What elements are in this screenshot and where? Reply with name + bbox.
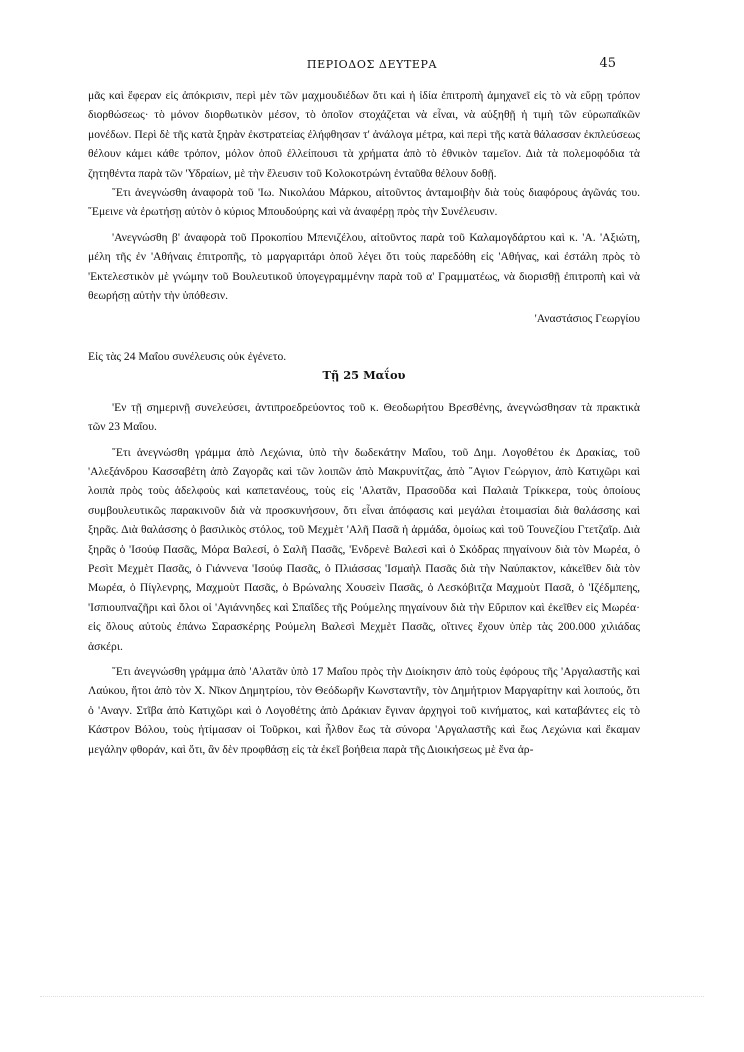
page-number: 45 <box>599 56 616 71</box>
running-title: ΠΕΡΙΟΔΟΣ ΔΕΥΤΕΡΑ <box>306 58 438 71</box>
paragraph-markou-petition: ῞Ετι ἀνεγνώσθη ἀναφορὰ τοῦ 'Ιω. Νικολάου Μάρκου, αἰτοῦντος ἀνταμοιβὴν διὰ τοὺς διαφόρους ἀγῶνάς του. ῞Εμεινε νὰ ἐρωτήσῃ αὐτὸν ὁ κύριος Μπουδούρης καὶ νὰ ἀναφέρῃ πρὸς τὴν Συνέλευσιν. <box>88 186 640 219</box>
session-date-heading: Τῇ 25 Μαΐου <box>322 368 406 383</box>
no-session-note: Εἰς τὰς 24 Μαΐου συνέλευσις οὐκ ἐγένετο. <box>88 349 287 363</box>
secretary-signature: 'Αναστάσιος Γεωργίου <box>534 312 640 326</box>
paragraph-session-opening: 'Εν τῇ σημερινῇ συνελεύσει, ἀντιπροεδρεύοντος τοῦ κ. Θεοδωρήτου Βρεσθένης, ἀνεγνώσθησαν τὰ πρακτικὰ τῶν 23 Μαΐου. <box>88 400 640 434</box>
scan-artifact-line <box>40 996 704 998</box>
paragraph-benizelou-petition: 'Ανεγνώσθη β' ἀναφορὰ τοῦ Προκοπίου Μπενιζέλου, αἰτοῦντος παρὰ τοῦ Καλαμογδάρτου καὶ κ. 'Α. 'Αξιώτη, μέλη τῆς ἐν 'Αθήναις ἐπιτροπῆς, τὸ μαργαριτάρι ὁποῦ λέγει ὅτι τοὺς παρεδόθη εἰς 'Αθήνας, καὶ ἐστάλη πρὸς τὸ 'Εκτελεστικὸν μὲ γνώμην τοῦ Βουλευτικοῦ ὑπογεγραμμένην παρὰ τοῦ α' Γραμματέως, νὰ διορισθῇ ἐπιτροπὴ καὶ νὰ θεωρήσῃ αὐτὴν τὴν ὑπόθεσιν. <box>88 230 640 303</box>
paragraph-alatas-letter: ῞Ετι ἀνεγνώσθη γράμμα ἀπὸ 'Αλατᾶν ὑπὸ 17 Μαΐου πρὸς τὴν Διοίκησιν ἀπὸ τοὺς ἐφόρους τῆς 'Αργαλαστῆς καὶ Λαύκου, ἤτοι ἀπὸ τὸν Χ. Νῖκον Δημητρίου, τὸν Θεόδωρῆν Κωνσταντῆν, τὸν Δημήτριον Μαργαρίτην καὶ λοιπούς, ὅτι ὁ 'Αναγν. Στῖβα ἀπὸ Κατιχῶρι καὶ ὁ Λογοθέτης ἀπὸ Δράκιαν ἔγιναν ἀρχηγοὶ τοῦ κινήματος, καὶ καταβάντες εἰς τὸ Κάστρον Βόλου, τοὺς ἠτίμασαν οἱ Τοῦρκοι, καὶ ἦλθον ἕως τὰ σύνορα 'Αργαλαστῆς καὶ ἕως Λεχώνια καὶ ἔκαμαν μεγάλην φθοράν, καὶ ὅτι, ἂν δὲν προφθάσῃ εἰς τὰ ἐκεῖ βοήθεια παρὰ τῆς Διοικήσεως μὲ ἕνα ἀρ- <box>88 664 640 756</box>
body-text <box>88 86 640 759</box>
running-header <box>0 56 744 76</box>
paragraph-lechonia-letter: ῞Ετι ἀνεγνώσθη γράμμα ἀπὸ Λεχώνια, ὑπὸ τὴν δωδεκάτην Μαΐου, τοῦ Δημ. Λογοθέτου ἐκ Δρακίας, τοῦ 'Αλεξάνδρου Κασσαβέτη ἀπὸ Ζαγορᾶς καὶ τῶν λοιπῶν ἀπὸ Μακρυνίτζας, ἀπὸ ῞Αγιον Γεώργιον, ἀπὸ Κατιχῶρι καὶ λοιπὰ πρὸς τοὺς ἀδελφοὺς καὶ καπετανέους, τοὺς εἰς 'Αλατᾶν, Πρασοῦδα καὶ Παλαιὰ Τρίκκερα, τοὺς ὁποίους συμβουλευτικῶς παρακινοῦν διὰ νὰ προσκυνήσουν, ὅτι εἶναι ἀπόφασις καὶ μεγάλαι ἑτοιμασίαι διὰ θαλάσσης καὶ ξηρᾶς. Διὰ θαλάσσης ὁ βασιλικὸς στόλος, τοῦ Μεχμὲτ 'Αλῆ Πασᾶ ἡ ἀρμάδα, ὁμοίως καὶ τοῦ Τουνεζίου Γτετζαῖρ. Διὰ ξηρᾶς ὁ 'Ισούφ Πασᾶς, Μόρα Βαλεσί, ὁ Σαλῆ Πασᾶς, 'Ενδρενὲ Βαλεσὶ καὶ ὁ Σκόδρας πηγαίνουν διὰ τὸν Μωρέα, ὁ Ρεσὶτ Μεχμὲτ Πασᾶς, ὁ Γιάννενα 'Ισούφ Πασᾶς, ὁ Πλιάσσας 'Ισμαὴλ Πασᾶς διὰ τὴν Ναύπακτον, κἀκεῖθεν διὰ τὸν Μωρέα, ὁ Πίγλενρης, Μαχμοὺτ Πασᾶς, ὁ Βρώναλης Χουσεὶν Πασᾶς, ὁ Λεσκόβιτζα Μαχμοὺτ Πασᾶ, ὁ 'Ιζέδμπεης, 'Ισπιουπναζῆρι καὶ ὅλοι οἱ 'Αγιάννηδες καὶ Σπαΐδες τῆς Ρούμελης πηγαίνουν διὰ τὴν Εὔριπον καὶ ἐκεῖθεν εἰς Μωρέα· εἰς ὅλους αὐτοὺς ἐπάνω Σαρασκέρης Ρούμελη Βαλεσὶ Μεχμὲτ Πασᾶς, οἵτινες ἔχουν ὑπὲρ τὰς 200.000 χιλιάδας ἀσκέρι. <box>88 445 640 653</box>
paragraph-continuation: μᾶς καὶ ἔφεραν εἰς ἀπόκρισιν, περὶ μὲν τῶν μαχμουδιέδων ὅτι καὶ ἡ ἰδία ἐπιτροπὴ ἀμηχανεῖ εἰς τὸ νὰ εὕρῃ τρόπον διορθώσεως· τὸ μόνον διορθωτικὸν μέσον, τὸ ὁποῖον στοχάζεται νὰ εἶναι, νὰ αὐξηθῇ ἡ τιμὴ τῶν εὐρωπαϊκῶν μονέδων. Περὶ δὲ τῆς κατὰ ξηρὰν ἐκστρατείας ἐλήφθησαν τ' ἀνάλογα μέτρα, καὶ περὶ τῆς κατὰ θάλασσαν ἐκπλεύσεως θέλουν κάμει κάθε τρόπον, μόλον ὁποῦ ἐλλείπουσι τὰ χρήματα ἀπὸ τὸ ἐθνικὸν ταμεῖον. Διὰ τὰ πολεμοφόδια τὰ ζητηθέντα παρὰ τῶν 'Υδραίων, μὲ τὴν ἔλευσιν τοῦ Κολοκοτρώνη ἐνταῦθα θέλουν δοθῇ. <box>88 89 640 180</box>
